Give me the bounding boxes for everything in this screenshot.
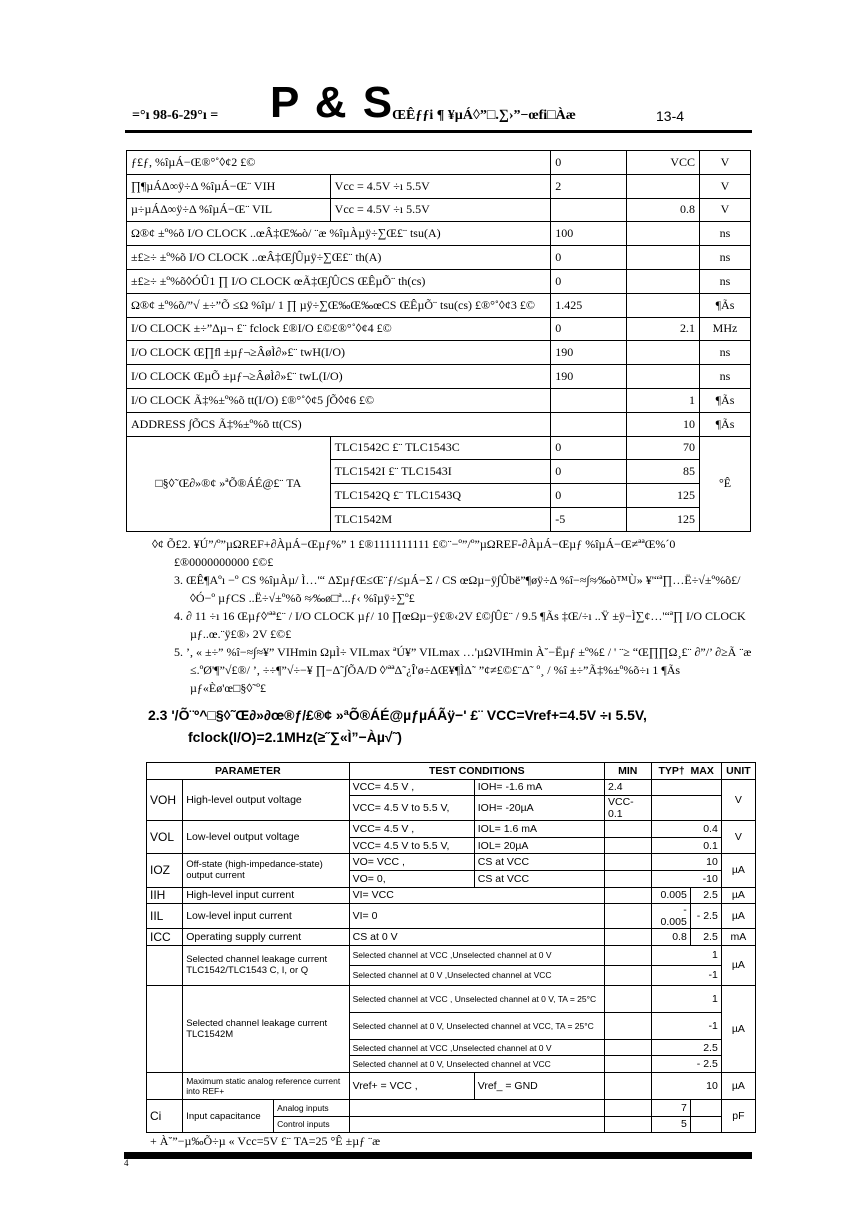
min-value: VCC-0.1 bbox=[605, 796, 652, 821]
max-value: 0.4 bbox=[651, 821, 721, 838]
cond-b: CS at VCC bbox=[474, 870, 604, 887]
min-value bbox=[551, 412, 627, 436]
table-row bbox=[127, 269, 751, 293]
device-name: TLC1542M bbox=[330, 507, 551, 531]
col-parameter: PARAMETER bbox=[147, 763, 350, 780]
unit-value: µA bbox=[721, 1072, 755, 1099]
table-row bbox=[127, 317, 751, 341]
max-value bbox=[627, 174, 700, 198]
max-value: 1 bbox=[627, 388, 700, 412]
param-name: I/O CLOCK Œ∏ﬂ ±µƒ¬≥ÂøÌ∂»£¨ twH(I/O) bbox=[127, 341, 551, 365]
unit-value: µA bbox=[721, 887, 755, 904]
test-condition: Selected channel at VCC ,Unselected channel at 0 V bbox=[349, 945, 604, 965]
typ-value: 7 bbox=[651, 1099, 690, 1116]
min-value: 0 bbox=[551, 151, 627, 175]
header-rule bbox=[125, 130, 752, 133]
min-value bbox=[605, 945, 652, 965]
param-name: ∏¶µÁΔ∞ÿ÷Δ %îµÁ−Œ¨ VIH bbox=[127, 174, 331, 198]
unit-value: V bbox=[721, 821, 755, 854]
param-name: I/O CLOCK ŒµÕ ±µƒ¬≥ÂøÌ∂»£¨ twL(I/O) bbox=[127, 365, 551, 389]
min-value bbox=[605, 1116, 652, 1133]
section-heading-line1: 2.3 '/Õ¨º^□§◊˜Œ∂»∂œ®ƒ/£®¢ »ªÕ®ÁÉ@µƒµÁÃÿ−' £¨ VCC=Vref+=4.5V ÷ı 5.5V, bbox=[148, 707, 647, 723]
cond-b: Vref_ = GND bbox=[474, 1072, 604, 1099]
min-value: 0 bbox=[551, 460, 627, 484]
max-value: 125 bbox=[627, 507, 700, 531]
test-condition: Selected channel at VCC ,Unselected channel at 0 V bbox=[349, 1039, 604, 1056]
recommended-conditions-table bbox=[126, 150, 751, 532]
table-row bbox=[147, 1072, 756, 1099]
param-symbol: IIH bbox=[147, 887, 183, 904]
unit-value: µA bbox=[721, 854, 755, 887]
min-value: 0 bbox=[551, 484, 627, 508]
table-row bbox=[127, 198, 751, 222]
param-condition: Vcc = 4.5V ÷ı 5.5V bbox=[330, 198, 551, 222]
unit-value: pF bbox=[721, 1099, 755, 1132]
max-value: 85 bbox=[627, 460, 700, 484]
cond-a: VCC= 4.5 V , bbox=[349, 779, 474, 796]
device-name: TLC1542C £¨ TLC1543C bbox=[330, 436, 551, 460]
table-row bbox=[127, 412, 751, 436]
min-value: 0 bbox=[551, 246, 627, 270]
min-value: 100 bbox=[551, 222, 627, 246]
param-name: Operating supply current bbox=[183, 929, 349, 946]
test-condition bbox=[349, 1099, 604, 1116]
header-page-ref: 13-4 bbox=[656, 108, 685, 124]
input-type: Control inputs bbox=[274, 1116, 349, 1133]
param-symbol: IOZ bbox=[147, 854, 183, 887]
test-condition: VI= VCC bbox=[349, 887, 604, 904]
max-value bbox=[627, 365, 700, 389]
test-condition: Selected channel at VCC , Unselected channel at 0 V, TA = 25°C bbox=[349, 985, 604, 1012]
max-value bbox=[627, 341, 700, 365]
table-row bbox=[127, 246, 751, 270]
max-value: - 2.5 bbox=[651, 1056, 721, 1073]
header-date: =°ı 98-6-29°ı = bbox=[132, 108, 219, 123]
min-value: 0 bbox=[551, 436, 627, 460]
electrical-characteristics-table bbox=[146, 762, 756, 1133]
unit-value: µA bbox=[721, 904, 755, 929]
test-condition: VI= 0 bbox=[349, 904, 604, 929]
table-header-row bbox=[147, 763, 756, 780]
param-name: Input capacitance bbox=[183, 1099, 274, 1132]
param-symbol: VOL bbox=[147, 821, 183, 854]
param-condition: Vcc = 4.5V ÷ı 5.5V bbox=[330, 174, 551, 198]
cond-b: IOL= 20µA bbox=[474, 837, 604, 854]
max-value: 10 bbox=[627, 412, 700, 436]
min-value bbox=[605, 854, 652, 871]
min-value bbox=[605, 965, 652, 985]
max-value bbox=[627, 269, 700, 293]
page-number: 4 bbox=[124, 1158, 129, 1168]
min-value bbox=[605, 1012, 652, 1039]
cond-b: CS at VCC bbox=[474, 854, 604, 871]
min-value bbox=[551, 388, 627, 412]
table-row bbox=[147, 929, 756, 946]
unit-value: ns bbox=[700, 222, 751, 246]
input-type: Analog inputs bbox=[274, 1099, 349, 1116]
unit-value: °Ê bbox=[700, 436, 751, 531]
unit-value: V bbox=[700, 151, 751, 175]
col-min: MIN bbox=[605, 763, 652, 780]
table-row bbox=[127, 174, 751, 198]
max-value bbox=[627, 246, 700, 270]
max-value: 2.5 bbox=[651, 1039, 721, 1056]
param-name: Off-state (high-impedance-state) output current bbox=[183, 854, 349, 887]
min-value bbox=[551, 198, 627, 222]
header-title: ŒÊƒƒi ¶ ¥µÁ◊”□.∑›”−œfi□Àæ bbox=[392, 108, 576, 123]
test-condition: Selected channel at 0 V, Unselected channel at VCC bbox=[349, 1056, 604, 1073]
col-test-conditions: TEST CONDITIONS bbox=[349, 763, 604, 780]
max-value: 2.1 bbox=[627, 317, 700, 341]
param-symbol: ICC bbox=[147, 929, 183, 946]
table-row bbox=[147, 945, 756, 965]
table-footnote: + À˘”−µ‰Õ÷µ « Vcc=5V £¨ TA=25 °Ê ±µƒ ¨æ bbox=[150, 1134, 381, 1148]
param-symbol bbox=[147, 1072, 183, 1099]
unit-value: MHz bbox=[700, 317, 751, 341]
max-value: -1 bbox=[651, 1012, 721, 1039]
param-name: I/O CLOCK ±÷”Δµ¬ £¨ fclock £®I/O £©£®°˚◊¢4 £© bbox=[127, 317, 551, 341]
typ-value: - 0.005 bbox=[651, 904, 690, 929]
param-name: Selected channel leakage current TLC1542/TLC1543 C, I, or Q bbox=[183, 945, 349, 985]
unit-value: ¶Ãs bbox=[700, 388, 751, 412]
table-row bbox=[127, 365, 751, 389]
table-row bbox=[147, 779, 756, 796]
min-value bbox=[605, 837, 652, 854]
table-row bbox=[127, 341, 751, 365]
max-value: - 2.5 bbox=[690, 904, 721, 929]
typ-value: 0.8 bbox=[651, 929, 690, 946]
min-value bbox=[605, 1099, 652, 1116]
unit-value: V bbox=[700, 174, 751, 198]
col-max: MAX bbox=[690, 764, 714, 777]
min-value: -5 bbox=[551, 507, 627, 531]
device-name: TLC1542Q £¨ TLC1543Q bbox=[330, 484, 551, 508]
col-typ: TYP† bbox=[658, 764, 685, 777]
cond-b: IOH= -1.6 mA bbox=[474, 779, 604, 796]
min-value bbox=[605, 887, 652, 904]
min-value: 0 bbox=[551, 269, 627, 293]
cond-a: Vref+ = VCC , bbox=[349, 1072, 474, 1099]
param-name: High-level input current bbox=[183, 887, 349, 904]
footer-rule bbox=[124, 1152, 752, 1159]
max-value bbox=[690, 1099, 721, 1116]
min-value: 1.425 bbox=[551, 293, 627, 317]
typ-max-value bbox=[651, 796, 721, 821]
min-value bbox=[605, 1039, 652, 1056]
max-value bbox=[627, 293, 700, 317]
param-name: Low-level input current bbox=[183, 904, 349, 929]
max-value: 0.8 bbox=[627, 198, 700, 222]
min-value bbox=[605, 904, 652, 929]
unit-value: ns bbox=[700, 246, 751, 270]
param-name: ADDRESS ∫ÕCS Ã‡%±º%õ tt(CS) bbox=[127, 412, 551, 436]
note-5: 5. ’, « ±÷” %î−≈∫≈¥” VIHmin ΩµÌ÷ VILmax ªÚ¥” VILmax …'µΩVIHmin À˘−Ëµƒ ±º%£ / ' ¨≥ “Œ∏∏Ω¸£¨ ∂”/’ ∂≥Ã ¨æ ≤.ºØ'¶”√£®/ ’, ÷÷¶”√÷−¥ ∏−Δ˜∫ÕA/D ◊'ªªΔ˜¿Î'ø÷ΔŒ¥¶ÌΔ˜ ”¢≠£©£¨Δ˜ º¸ / %î ±÷”Ã‡%±º%õ÷ı 1 ¶Ãs µƒ«Èø'œ□§◊˜º£ bbox=[174, 645, 752, 695]
max-value: -1 bbox=[651, 965, 721, 985]
param-name: High-level output voltage bbox=[183, 779, 349, 821]
min-value: 190 bbox=[551, 341, 627, 365]
param-name: ±£≥÷ ±º%õ◊ÓÛ1 ∏ I/O CLOCK œÃ‡Œ∫ÛCS ŒÊµÕ¨ th(cs) bbox=[127, 269, 551, 293]
max-value bbox=[690, 1116, 721, 1133]
min-value bbox=[605, 821, 652, 838]
unit-value: V bbox=[721, 779, 755, 821]
max-value: VCC bbox=[627, 151, 700, 175]
unit-value: V bbox=[700, 198, 751, 222]
min-value bbox=[605, 870, 652, 887]
note-2: ◊¢ Õ£2. ¥Ú”/º”µΩREF+∂ÀµÁ−Œµƒ%” 1 £®1111111111 £©¨−º”/º”µΩREF-∂ÀµÁ−Œµƒ %îµÁ−Œ≠ªªŒ%´0 £®0000000000 £©£ bbox=[152, 537, 676, 569]
unit-value: mA bbox=[721, 929, 755, 946]
test-condition bbox=[349, 1116, 604, 1133]
max-value: 10 bbox=[651, 1072, 721, 1099]
cond-a: VO= 0, bbox=[349, 870, 474, 887]
max-value: 2.5 bbox=[690, 929, 721, 946]
col-unit: UNIT bbox=[721, 763, 755, 780]
table-row bbox=[127, 151, 751, 175]
param-name: ƒ£ƒ, %îµÁ−Œ®°˚◊¢2 £© bbox=[127, 151, 551, 175]
min-value bbox=[605, 985, 652, 1012]
notes-block bbox=[152, 535, 752, 697]
cond-a: VO= VCC , bbox=[349, 854, 474, 871]
cond-a: VCC= 4.5 V to 5.5 V, bbox=[349, 837, 474, 854]
param-name: □§◊˜Œ∂»®¢ »ªÕ®ÁÉ@£¨ TA bbox=[127, 436, 331, 531]
max-value bbox=[627, 222, 700, 246]
section-heading-line2: fclock(I/O)=2.1MHz(≥˝∑«Ì”−Àµ√˜) bbox=[188, 729, 402, 745]
unit-value: ns bbox=[700, 365, 751, 389]
max-value: 0.1 bbox=[651, 837, 721, 854]
min-value: 2 bbox=[551, 174, 627, 198]
param-name: ±£≥÷ ±º%õ I/O CLOCK ..œÂ‡Œ∫Ûµÿ÷∑Œ£¨ th(A) bbox=[127, 246, 551, 270]
typ-value: 5 bbox=[651, 1116, 690, 1133]
param-name: Low-level output voltage bbox=[183, 821, 349, 854]
table-row bbox=[147, 887, 756, 904]
unit-value: ¶Ãs bbox=[700, 412, 751, 436]
table-row bbox=[127, 436, 751, 460]
cond-a: VCC= 4.5 V , bbox=[349, 821, 474, 838]
min-value: 190 bbox=[551, 365, 627, 389]
table-row bbox=[127, 293, 751, 317]
max-value: 1 bbox=[651, 985, 721, 1012]
note-3: 3. ŒÊ¶Aºı −º CS %îµÀµ/ Ì…'“ ΔΣµƒŒ≤Œ¨ƒ/≤µÁ−Σ / CS œΩµ−ÿ∫Ûbë”¶øÿ÷Δ %î−≈∫≈⁄‰ò™Ù» ¥'“ª∏…Ë÷√±º%õ£/◊Ó−º µƒCS ..Ë÷√±º%õ ≈⁄‰ø□ª...ƒ‹ %îµÿ÷∑º£ bbox=[174, 573, 741, 605]
unit-value: ¶Ãs bbox=[700, 293, 751, 317]
param-symbol: IIL bbox=[147, 904, 183, 929]
max-value: 70 bbox=[627, 436, 700, 460]
max-value: 125 bbox=[627, 484, 700, 508]
table-row bbox=[147, 1099, 756, 1116]
param-name: I/O CLOCK Ã‡%±º%õ tt(I/O) £®°˚◊¢5 ∫Õ◊¢6 £© bbox=[127, 388, 551, 412]
cond-a: VCC= 4.5 V to 5.5 V, bbox=[349, 796, 474, 821]
param-symbol: Ci bbox=[147, 1099, 183, 1132]
param-name: Ω®¢ ±º%õ I/O CLOCK ..œÂ‡Œ‰ò/ ¨æ %îµÀµÿ÷∑Œ£¨ tsu(A) bbox=[127, 222, 551, 246]
max-value: -10 bbox=[651, 870, 721, 887]
max-value: 10 bbox=[651, 854, 721, 871]
param-symbol bbox=[147, 945, 183, 985]
table-row bbox=[147, 821, 756, 838]
table-row bbox=[147, 985, 756, 1012]
device-name: TLC1542I £¨ TLC1543I bbox=[330, 460, 551, 484]
param-name: Maximum static analog reference current into REF+ bbox=[183, 1072, 349, 1099]
param-name: µ÷µÁΔ∞ÿ÷Δ %îµÁ−Œ¨ VIL bbox=[127, 198, 331, 222]
table-row bbox=[147, 904, 756, 929]
min-value bbox=[605, 1056, 652, 1073]
max-value: 1 bbox=[651, 945, 721, 965]
table-row bbox=[127, 222, 751, 246]
unit-value: µA bbox=[721, 945, 755, 985]
unit-value: µA bbox=[721, 985, 755, 1072]
min-value bbox=[605, 1072, 652, 1099]
table-row bbox=[147, 854, 756, 871]
max-value: 2.5 bbox=[690, 887, 721, 904]
min-value: 0 bbox=[551, 317, 627, 341]
test-condition: Selected channel at 0 V ,Unselected channel at VCC bbox=[349, 965, 604, 985]
min-value: 2.4 bbox=[605, 779, 652, 796]
min-value bbox=[605, 929, 652, 946]
param-symbol: VOH bbox=[147, 779, 183, 821]
note-4: 4. ∂ 11 ÷ı 16 Œµƒ◊'ªª£¨ / I/O CLOCK µƒ/ 10 ∏œΩµ−ÿ£®‹2V £©∫Û£¨ / 9.5 ¶Ãs ‡Œ/÷ı ..Ÿ ±ÿ−Ì∑¢…'“ª∏ I/O CLOCK µƒ..œ.¨ÿ£®› 2V £©£ bbox=[174, 609, 746, 641]
col-typ-max bbox=[651, 763, 721, 780]
typ-value: 0.005 bbox=[651, 887, 690, 904]
typ-max-value bbox=[651, 779, 721, 796]
param-name: Selected channel leakage current TLC1542M bbox=[183, 985, 349, 1072]
company-logo: P & S bbox=[270, 78, 395, 127]
cond-b: IOH= -20µA bbox=[474, 796, 604, 821]
test-condition: CS at 0 V bbox=[349, 929, 604, 946]
param-symbol bbox=[147, 985, 183, 1072]
section-heading bbox=[148, 704, 748, 748]
param-name: Ω®¢ ±º%õ/”√ ±÷”Õ ≤Ω %îµ/ 1 ∏ µÿ÷∑Œ‰Œ‰œCS ŒÊµÕ¨ tsu(cs) £®°˚◊¢3 £© bbox=[127, 293, 551, 317]
unit-value: ns bbox=[700, 341, 751, 365]
test-condition: Selected channel at 0 V, Unselected channel at VCC, TA = 25°C bbox=[349, 1012, 604, 1039]
unit-value: ns bbox=[700, 269, 751, 293]
table-row bbox=[127, 388, 751, 412]
cond-b: IOL= 1.6 mA bbox=[474, 821, 604, 838]
